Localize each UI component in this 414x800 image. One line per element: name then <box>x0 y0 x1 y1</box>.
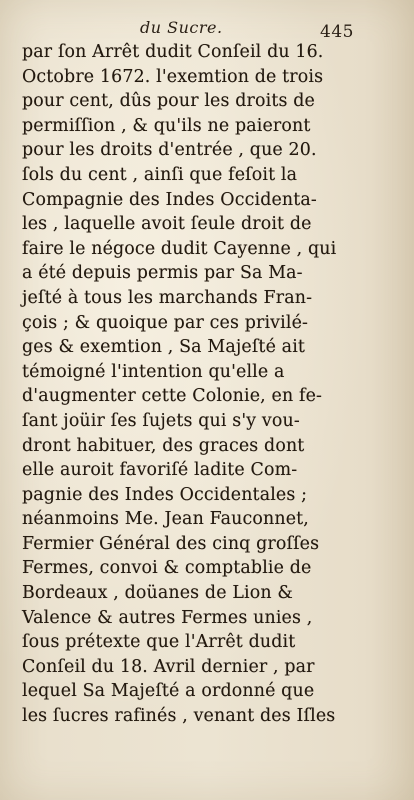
text-line: pour les droits d'entrée , que 20. <box>22 140 317 161</box>
text-line: ges & exemtion , Sa Majeſté ait <box>22 337 306 358</box>
text-line: Octobre 1672. l'exemtion de trois <box>22 66 324 87</box>
text-line: Valence & autres Fermes unies , <box>22 607 313 628</box>
running-title: du Sucre. <box>140 18 223 37</box>
text-line: dront habituer, des graces dont <box>22 435 305 456</box>
text-line: Fermes, convoi & comptablie de <box>22 558 312 579</box>
text-line: elle auroit favoriſé ladite Com- <box>22 460 298 481</box>
text-line: néanmoins Me. Jean Fauconnet, <box>22 509 309 530</box>
text-line: ſous prétexte que l'Arrêt dudit <box>22 632 296 653</box>
text-line: jeſté à tous les marchands Fran- <box>22 287 313 308</box>
text-line: ſant joüir ſes ſujets qui s'y vou- <box>22 410 300 431</box>
page-number: 445 <box>320 22 354 42</box>
text-line: par ſon Arrêt dudit Conſeil du 16. <box>22 42 324 62</box>
text-line: ſols du cent , ainſi que feſoit la <box>22 164 298 185</box>
text-line: çois ; & quoique par ces privilé- <box>22 312 309 333</box>
text-line: faire le négoce dudit Cayenne , qui <box>22 238 337 259</box>
text-line: Bordeaux , doüanes de Lion & <box>22 583 294 604</box>
body-text <box>22 40 352 729</box>
text-line: lequel Sa Majeſté a ordonné que <box>22 681 315 702</box>
text-line: a été depuis permis par Sa Ma- <box>22 263 303 284</box>
text-line: Compagnie des Indes Occidenta- <box>22 189 317 210</box>
text-line: Fermier Général des cinq groſſes <box>22 533 320 554</box>
text-line: d'augmenter cette Colonie, en fe- <box>22 386 323 407</box>
text-line: Conſeil du 18. Avril dernier , par <box>22 656 315 677</box>
text-line: témoigné l'intention qu'elle a <box>22 361 285 382</box>
text-line: pagnie des Indes Occidentales ; <box>22 484 308 505</box>
text-line: les ſucres rafinés , venant des Iſles <box>22 706 336 727</box>
text-line: pour cent, dûs pour les droits de <box>22 91 315 112</box>
text-line: permiſſion , & qu'ils ne paieront <box>22 115 311 136</box>
text-line: les , laquelle avoit ſeule droit de <box>22 214 312 235</box>
